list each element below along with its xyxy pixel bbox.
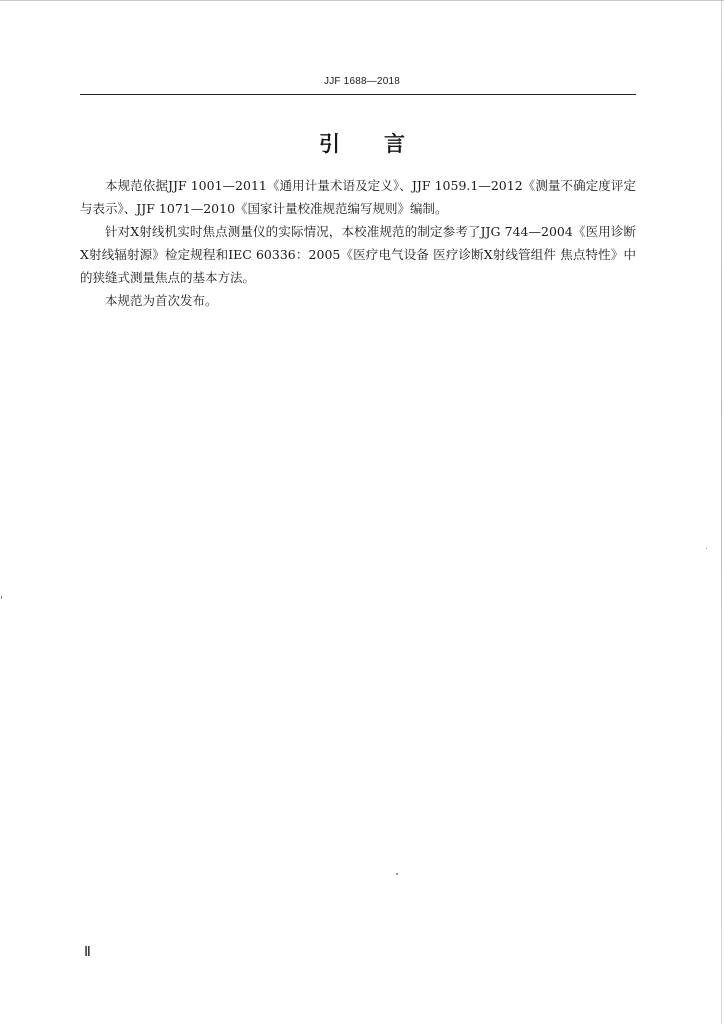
header-rule: [80, 94, 636, 95]
scan-speck: [1, 596, 2, 599]
scan-speck: [396, 873, 398, 875]
page-number: Ⅱ: [84, 945, 91, 960]
body-text: [80, 174, 636, 312]
paragraph-first-release: 本规范为首次发布。: [105, 293, 218, 308]
section-title: 引言: [319, 132, 449, 156]
paragraph-basis: 本规范依据JJF 1001—2011《通用计量术语及定义》、JJF 1059.1—2012《测量不确定度评定与表示》、JJF 1071—2010《国家计量校准规范编写规则》编制。: [80, 178, 636, 216]
scan-speck: [706, 548, 707, 549]
paragraph-references: 针对X射线机实时焦点测量仪的实际情况，本校准规范的制定参考了JJG 744—2004《医用诊断X射线辐射源》检定规程和IEC 60336：2005《医疗电气设备 医疗诊断X射线管组件 焦点特性》中的狭缝式测量焦点的基本方法。: [80, 224, 636, 285]
running-header-code: JJF 1688—2018: [324, 76, 400, 87]
scan-top-edge: [0, 0, 724, 1]
